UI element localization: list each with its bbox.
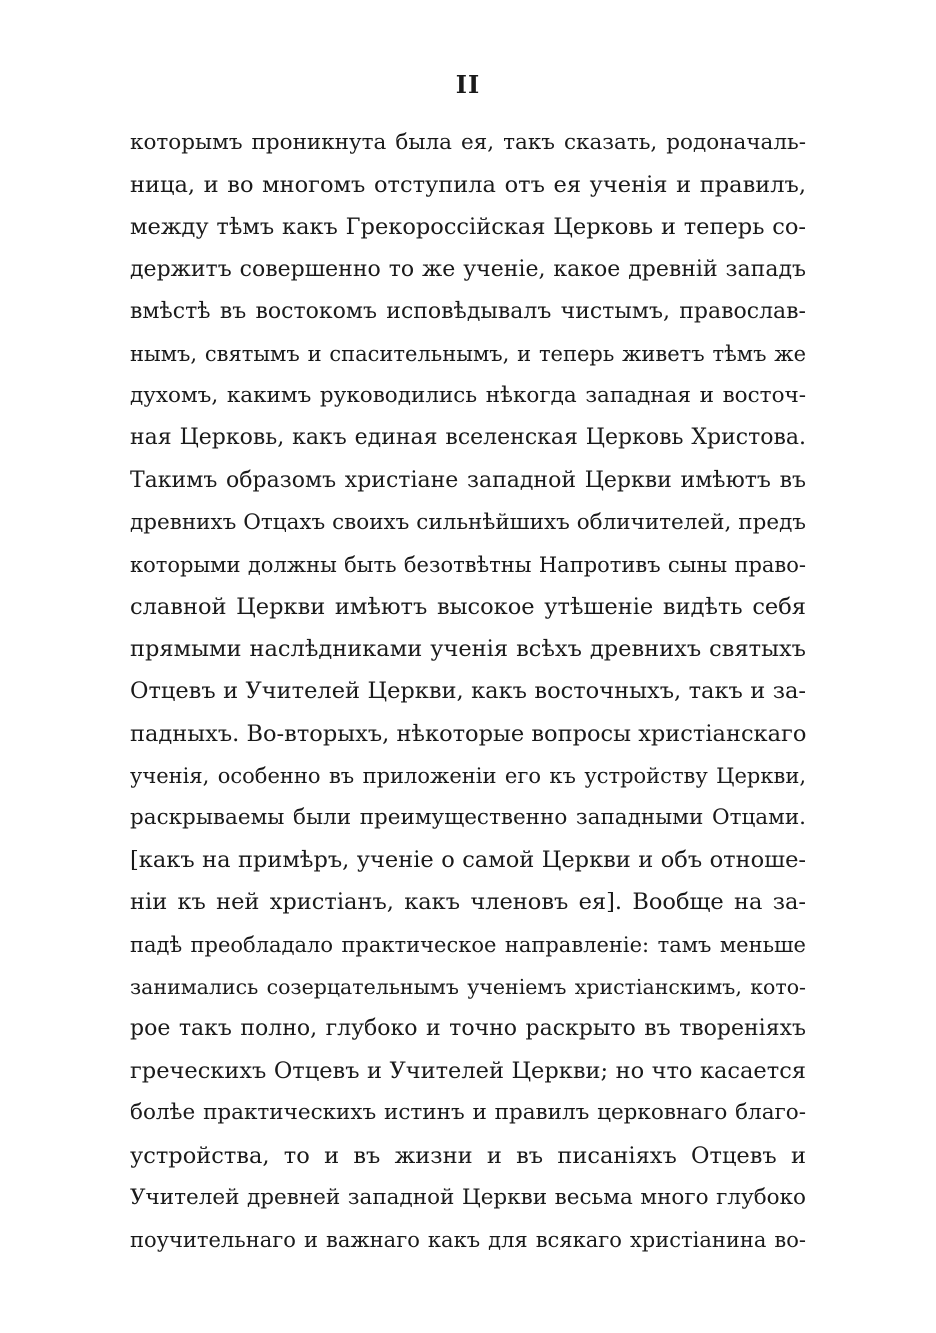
- text-line: [какъ на примѣръ, ученіе о самой Церкви и объ отноше-: [130, 847, 806, 874]
- text-line: падѣ преобладало практическое направленіе: тамъ меньше: [130, 932, 806, 957]
- text-line: Отцевъ и Учителей Церкви, какъ восточныхъ, такъ и за-: [130, 678, 806, 705]
- text-line: греческихъ Отцевъ и Учителей Церкви; но что касается: [130, 1058, 806, 1085]
- text-line: ученія, особенно въ приложеніи его къ устройству Церкви,: [130, 763, 806, 788]
- text-line: ница, и во многомъ отступила отъ ея ученія и правилъ,: [130, 172, 806, 199]
- text-line: болѣе практическихъ истинъ и правилъ церковнаго благо-: [130, 1100, 806, 1126]
- text-line: ная Церковь, какъ единая вселенская Церковь Христова.: [130, 425, 806, 451]
- text-line: нымъ, святымъ и спасительнымъ, и теперь живетъ тѣмъ же: [130, 341, 806, 366]
- text-line: которымъ проникнута была ея, такъ сказать, родоначаль-: [130, 130, 806, 155]
- text-line: которыми должны быть безотвѣтны Напротивъ сыны право-: [130, 552, 806, 577]
- text-line: рое такъ полно, глубоко и точно раскрыто въ твореніяхъ: [130, 1015, 806, 1041]
- text-line: занимались созерцательнымъ ученіемъ христіанскимъ, кото-: [130, 974, 806, 999]
- text-line: прямыми наслѣдниками ученія всѣхъ древнихъ святыхъ: [130, 636, 806, 663]
- text-line: между тѣмъ какъ Грекороссійская Церковь и теперь со-: [130, 214, 806, 241]
- text-line: Учителей древней западной Церкви весьма много глубоко: [130, 1184, 806, 1210]
- text-line: раскрываемы были преимущественно западными Отцами.: [130, 805, 806, 830]
- body-text: [130, 122, 806, 1261]
- text-line: древнихъ Отцахъ своихъ сильнѣйшихъ обличителей, предъ: [130, 509, 806, 535]
- text-line: ніи къ ней христіанъ, какъ членовъ ея]. Вообще на за-: [130, 889, 806, 916]
- text-line: Такимъ образомъ христiане западной Церкви имѣютъ въ: [130, 467, 806, 493]
- text-line: поучительнаго и важнаго какъ для всякаго христіанина во-: [130, 1227, 806, 1252]
- page-number: II: [455, 70, 481, 99]
- text-line: славной Церкви имѣютъ высокое утѣшеніе видѣть себя: [130, 594, 806, 621]
- text-line: устройства, то и въ жизни и въ писаніяхъ Отцевъ и: [130, 1142, 806, 1169]
- text-line: духомъ, какимъ руководились нѣкогда западная и восточ-: [130, 383, 806, 409]
- text-line: падныхъ. Во-вторыхъ, нѣкоторые вопросы христіанскаго: [130, 720, 806, 747]
- text-line: вмѣстѣ въ востокомъ исповѣдывалъ чистымъ, православ-: [130, 298, 806, 324]
- text-line: держитъ совершенно то же ученіе, какое древній западъ: [130, 256, 806, 282]
